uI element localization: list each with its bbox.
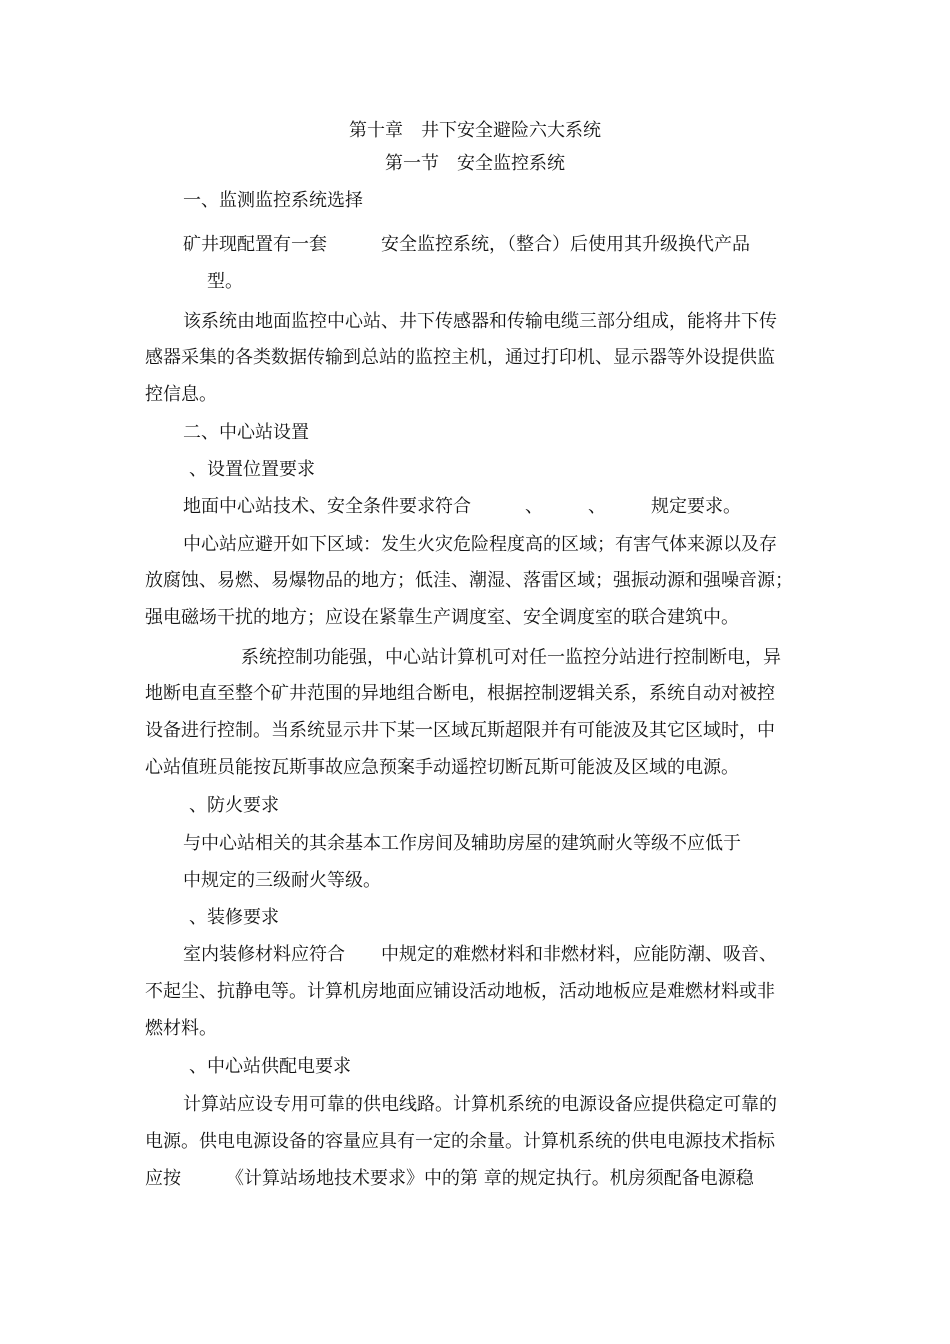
- paragraph-line: 中心站应避开如下区域：发生火灾危险程度高的区域；有害气体来源以及存: [183, 534, 777, 555]
- section-title: 第一节 安全监控系统: [385, 153, 565, 174]
- paragraph-line: 系统控制功能强，中心站计算机可对任一监控分站进行控制断电，异: [241, 647, 781, 668]
- paragraph-line: 与中心站相关的其余基本工作房间及辅助房屋的建筑耐火等级不应低于: [183, 833, 741, 854]
- paragraph-line: 设备进行控制。当系统显示井下某一区域瓦斯超限并有可能波及其它区域时，中: [145, 720, 775, 741]
- paragraph-line: 控信息。: [145, 384, 217, 405]
- subheading-power-supply: 、中心站供配电要求: [189, 1056, 351, 1077]
- paragraph-line: 强电磁场干扰的地方；应设在紧靠生产调度室、安全调度室的联合建筑中。: [145, 607, 739, 628]
- paragraph-line: 中规定的三级耐火等级。: [183, 870, 381, 891]
- chapter-title: 第十章 井下安全避险六大系统: [349, 120, 601, 141]
- paragraph-line: 心站值班员能按瓦斯事故应急预案手动遥控切断瓦斯可能波及区域的电源。: [145, 757, 739, 778]
- paragraph-line: 放腐蚀、易燃、易爆物品的地方；低洼、潮湿、落雷区域；强振动源和强噪音源；: [145, 570, 793, 591]
- paragraph-line: 电源。供电电源设备的容量应具有一定的余量。计算机系统的供电电源技术指标: [145, 1131, 775, 1152]
- paragraph-line: 不起尘、抗静电等。计算机房地面应铺设活动地板，活动地板应是难燃材料或非: [145, 981, 775, 1002]
- subheading-decoration: 、装修要求: [189, 907, 279, 928]
- paragraph-line: 该系统由地面监控中心站、井下传感器和传输电缆三部分组成，能将井下传: [183, 311, 777, 332]
- heading-monitoring-selection: 一、监测监控系统选择: [183, 190, 363, 211]
- paragraph-line: 型。: [207, 271, 243, 292]
- paragraph-line: 地断电直至整个矿井范围的异地组合断电，根据控制逻辑关系，系统自动对被控: [145, 683, 775, 704]
- paragraph-line: 应按 《计算站场地技术要求》中的第 章的规定执行。机房须配备电源稳: [145, 1168, 754, 1189]
- paragraph-line: 地面中心站技术、安全条件要求符合 、 、 规定要求。: [183, 496, 741, 517]
- subheading-fire-protection: 、防火要求: [189, 795, 279, 816]
- paragraph-line: 感器采集的各类数据传输到总站的监控主机，通过打印机、显示器等外设提供监: [145, 347, 775, 368]
- heading-center-station-setup: 二、中心站设置: [183, 422, 309, 443]
- paragraph-line: 计算站应设专用可靠的供电线路。计算机系统的电源设备应提供稳定可靠的: [183, 1094, 777, 1115]
- paragraph-line: 燃材料。: [145, 1018, 217, 1039]
- subheading-location-requirements: 、设置位置要求: [189, 459, 315, 480]
- paragraph-line: 室内装修材料应符合 中规定的难燃材料和非燃材料，应能防潮、吸音、: [183, 944, 777, 965]
- paragraph-line: 矿井现配置有一套 安全监控系统，（整合）后使用其升级换代产品: [183, 234, 750, 255]
